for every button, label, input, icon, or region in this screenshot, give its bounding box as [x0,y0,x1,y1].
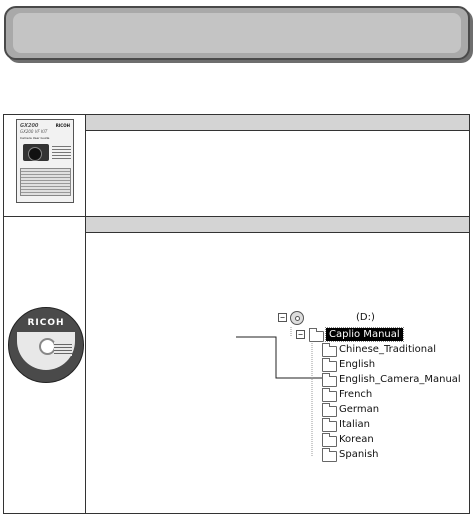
folder-icon [322,391,337,402]
booklet-subtitle: Camera User Guide [20,136,50,140]
section1-body [86,131,469,143]
root-folder-caplio-manual[interactable]: Caplio Manual [326,328,403,341]
booklet-info-box [20,168,71,196]
booklet-description-cell [86,115,470,217]
booklet-model: GX200 [20,123,39,129]
table-row [4,217,470,514]
folder-icon [309,331,324,342]
folder-icon [322,376,337,387]
manual-table [3,114,470,514]
folder-icon [322,406,337,417]
folder-icon [322,421,337,432]
collapse-drive-icon[interactable]: − [278,313,287,322]
booklet-thumbnail-cell [4,115,86,217]
folder-item[interactable]: German [339,404,380,415]
cd-text-lines [54,342,72,356]
folder-item[interactable]: Chinese_Traditional [339,344,437,355]
folder-item[interactable]: Korean [339,434,374,445]
cd-thumbnail-cell [4,217,86,514]
collapse-root-icon[interactable]: − [296,330,305,339]
booklet-cover-icon [16,119,74,203]
booklet-model-sub: GX200 VF KIT [20,129,48,134]
folder-item-english-camera-manual[interactable]: English_Camera_Manual [339,374,461,385]
section1-header [86,115,469,131]
folder-item[interactable]: Italian [339,419,371,430]
table-row [4,115,470,217]
booklet-brand: RICOH [55,123,70,128]
cd-drive-icon [290,311,304,325]
cd-brand: RICOH [27,318,65,328]
tree-connector-lines [86,217,471,497]
drive-label[interactable]: (D:) [356,312,375,323]
folder-icon [322,346,337,357]
cd-rom-icon [8,307,84,383]
folder-item[interactable]: English [339,359,376,370]
folder-tree [86,217,469,513]
folder-icon [322,451,337,462]
cd-description-cell [86,217,470,514]
banner-inner [13,13,461,53]
folder-item[interactable]: French [339,389,373,400]
folder-item[interactable]: Spanish [339,449,379,460]
section-title-banner [4,6,470,60]
folder-icon [322,436,337,447]
folder-icon [322,361,337,372]
camera-lens [28,147,42,161]
booklet-text-block [52,144,71,160]
